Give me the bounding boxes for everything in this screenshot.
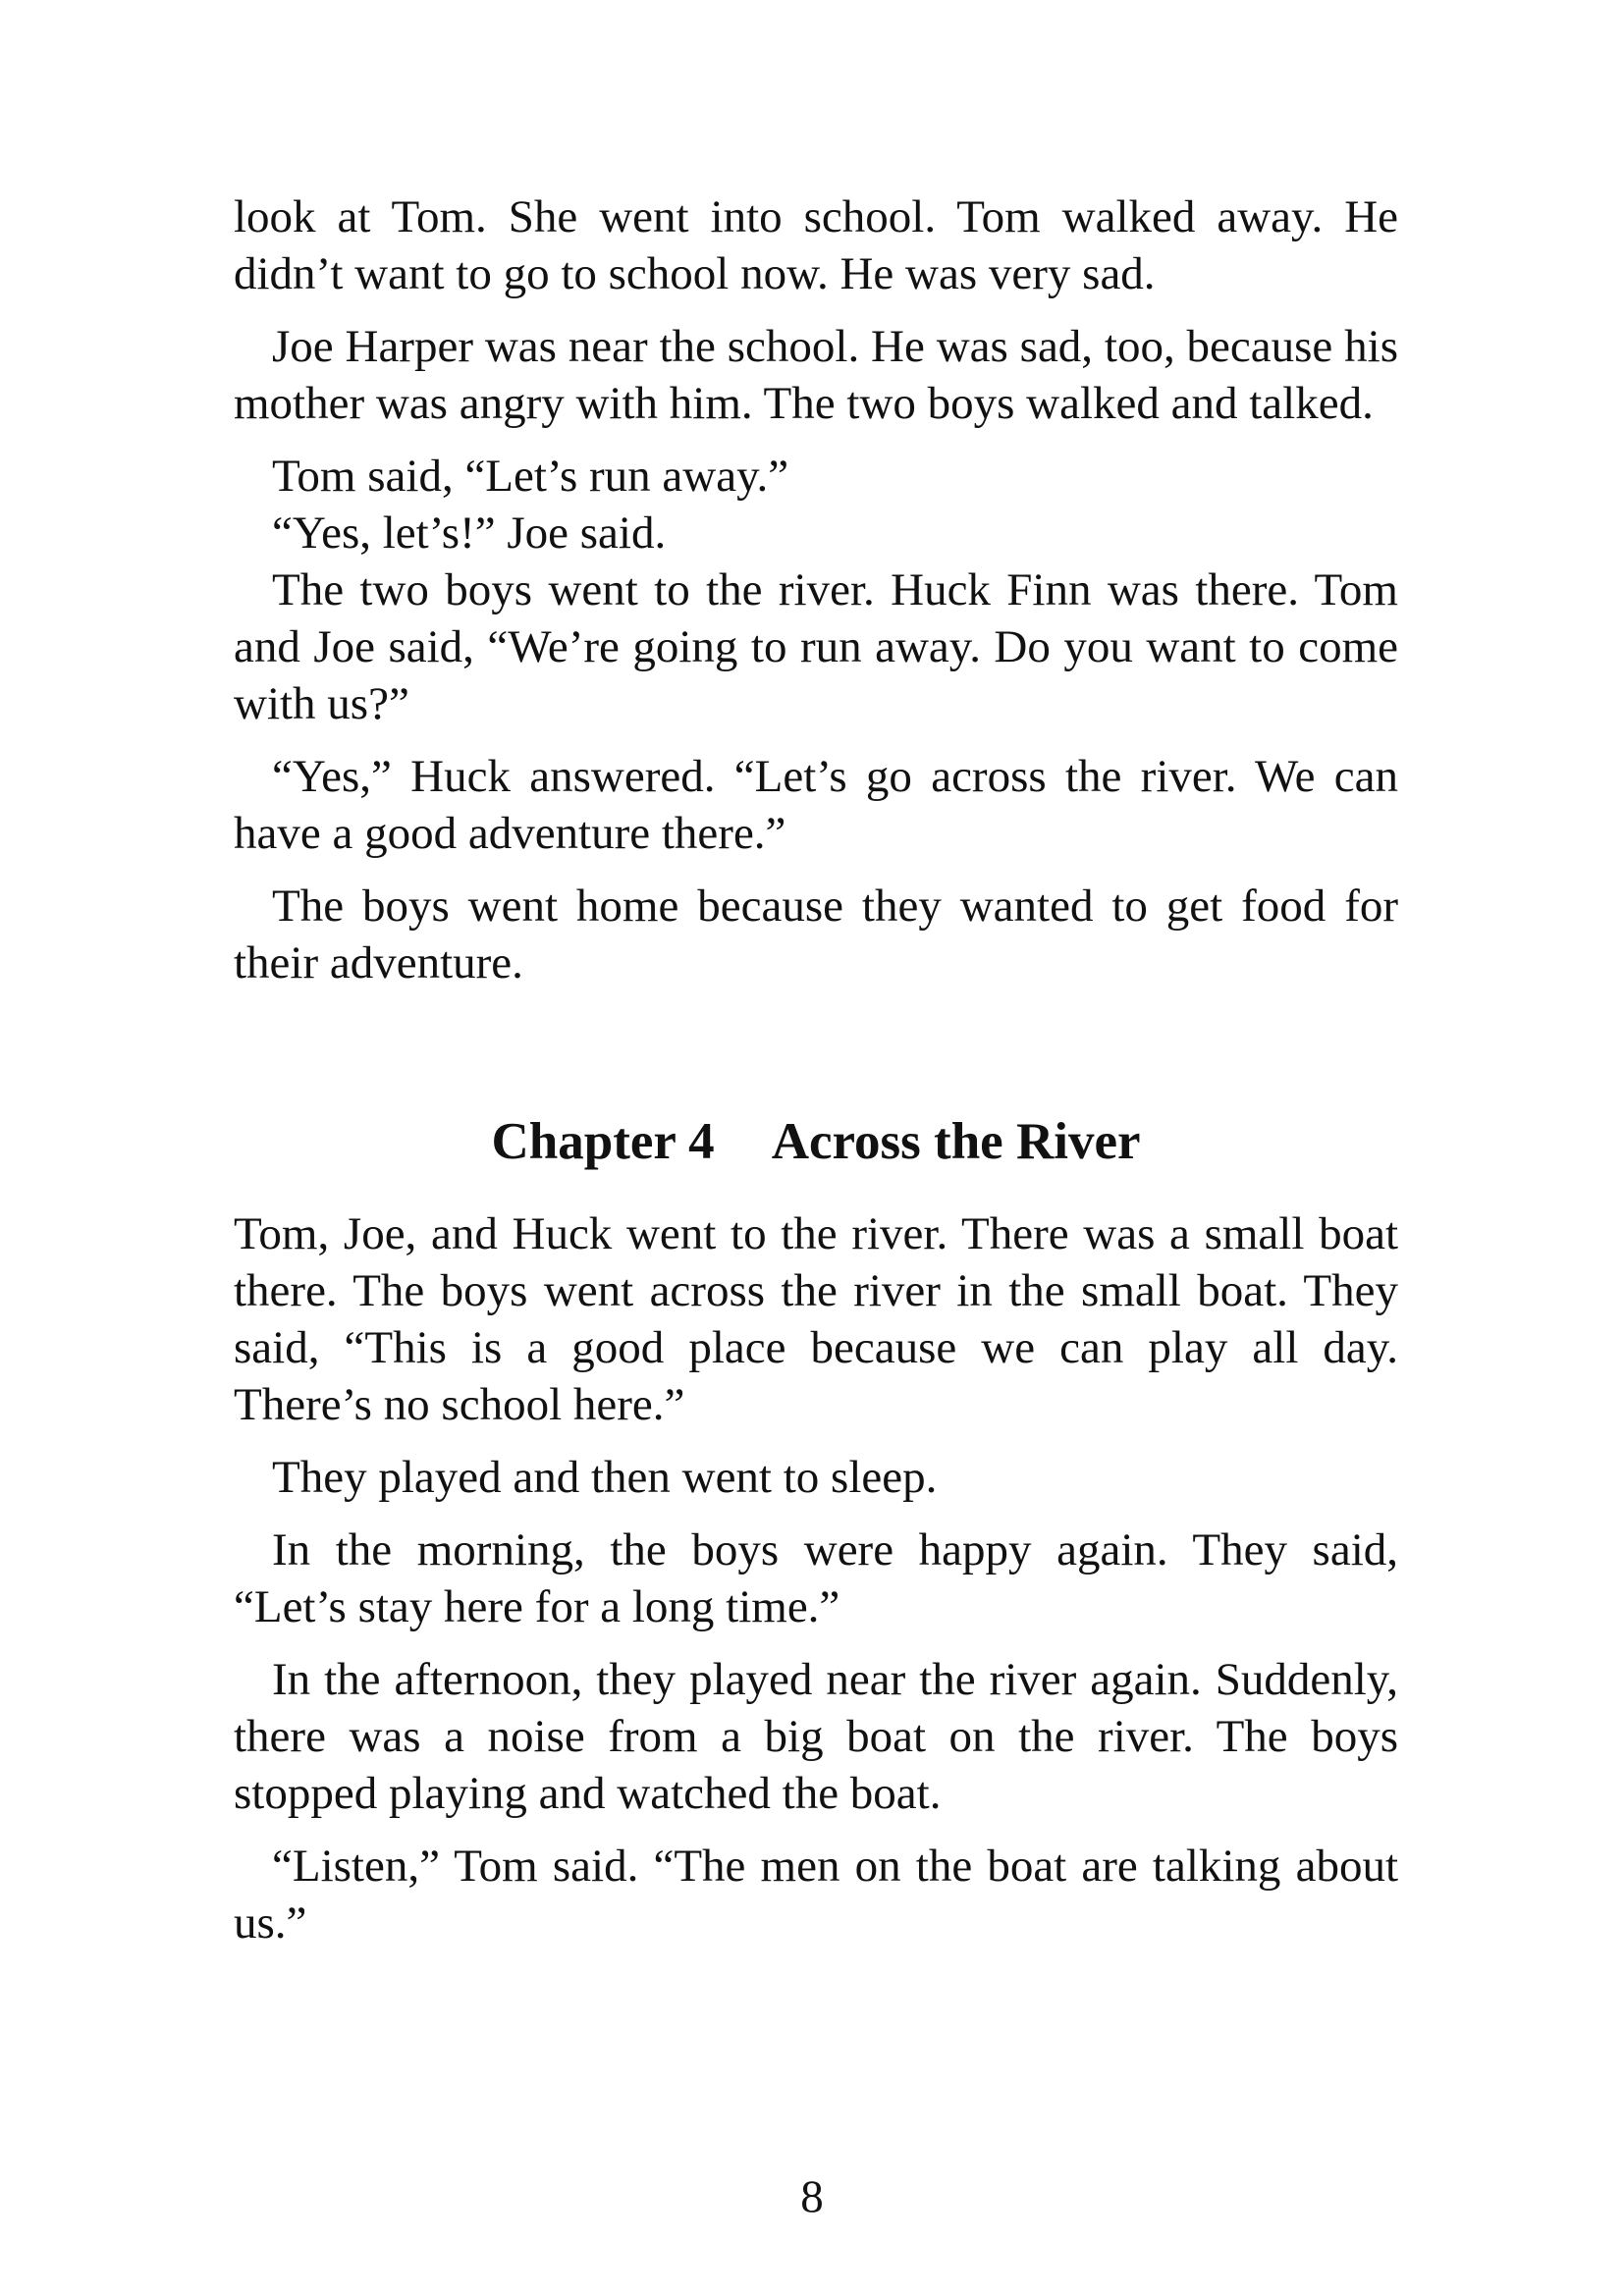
page-number: 8 [800, 2171, 824, 2222]
chapter-heading [234, 1110, 1398, 1173]
paragraph-river-huck: The two boys went to the river. Huck Finn was there. Tom and Joe said, “We’re going to run away. Do you want to come with us?” [234, 564, 1398, 729]
paragraph-joe-harper: Joe Harper was near the school. He was sad, too, because his mother was angry with him. The two boys walked and talked. [234, 321, 1398, 429]
chapter-number: Chapter 4 [491, 1113, 715, 1170]
paragraph-continuation: look at Tom. She went into school. Tom walked away. He didn’t want to go to school now. He was very sad. [234, 191, 1398, 299]
paragraph-boys-went-home: The boys went home because they wanted to get food for their adventure. [234, 881, 1398, 988]
paragraph-tom-said: Tom said, “Let’s run away.” [272, 451, 789, 502]
chapter-title: Across the River [771, 1113, 1141, 1170]
paragraph-joe-said: “Yes, let’s!” Joe said. [272, 507, 667, 559]
paragraph-chapter-opening: Tom, Joe, and Huck went to the river. There was a small boat there. The boys went across the river in the small boat. They said, “This is a good place because we can play all day. There’s no school here.” [234, 1208, 1398, 1430]
paragraph-afternoon: In the afternoon, they played near the river again. Suddenly, there was a noise from a big boat on the river. The boys stopped playing and watched the boat. [234, 1654, 1398, 1819]
paragraph-huck-answered: “Yes,” Huck answered. “Let’s go across the river. We can have a good adventure there.” [234, 751, 1398, 859]
paragraph-listen: “Listen,” Tom said. “The men on the boat are talking about us.” [234, 1841, 1398, 1949]
paragraph-morning: In the morning, the boys were happy again. They said, “Let’s stay here for a long time.” [234, 1524, 1398, 1632]
page-body [234, 188, 1398, 1951]
paragraph-played-sleep: They played and then went to sleep. [272, 1452, 938, 1503]
